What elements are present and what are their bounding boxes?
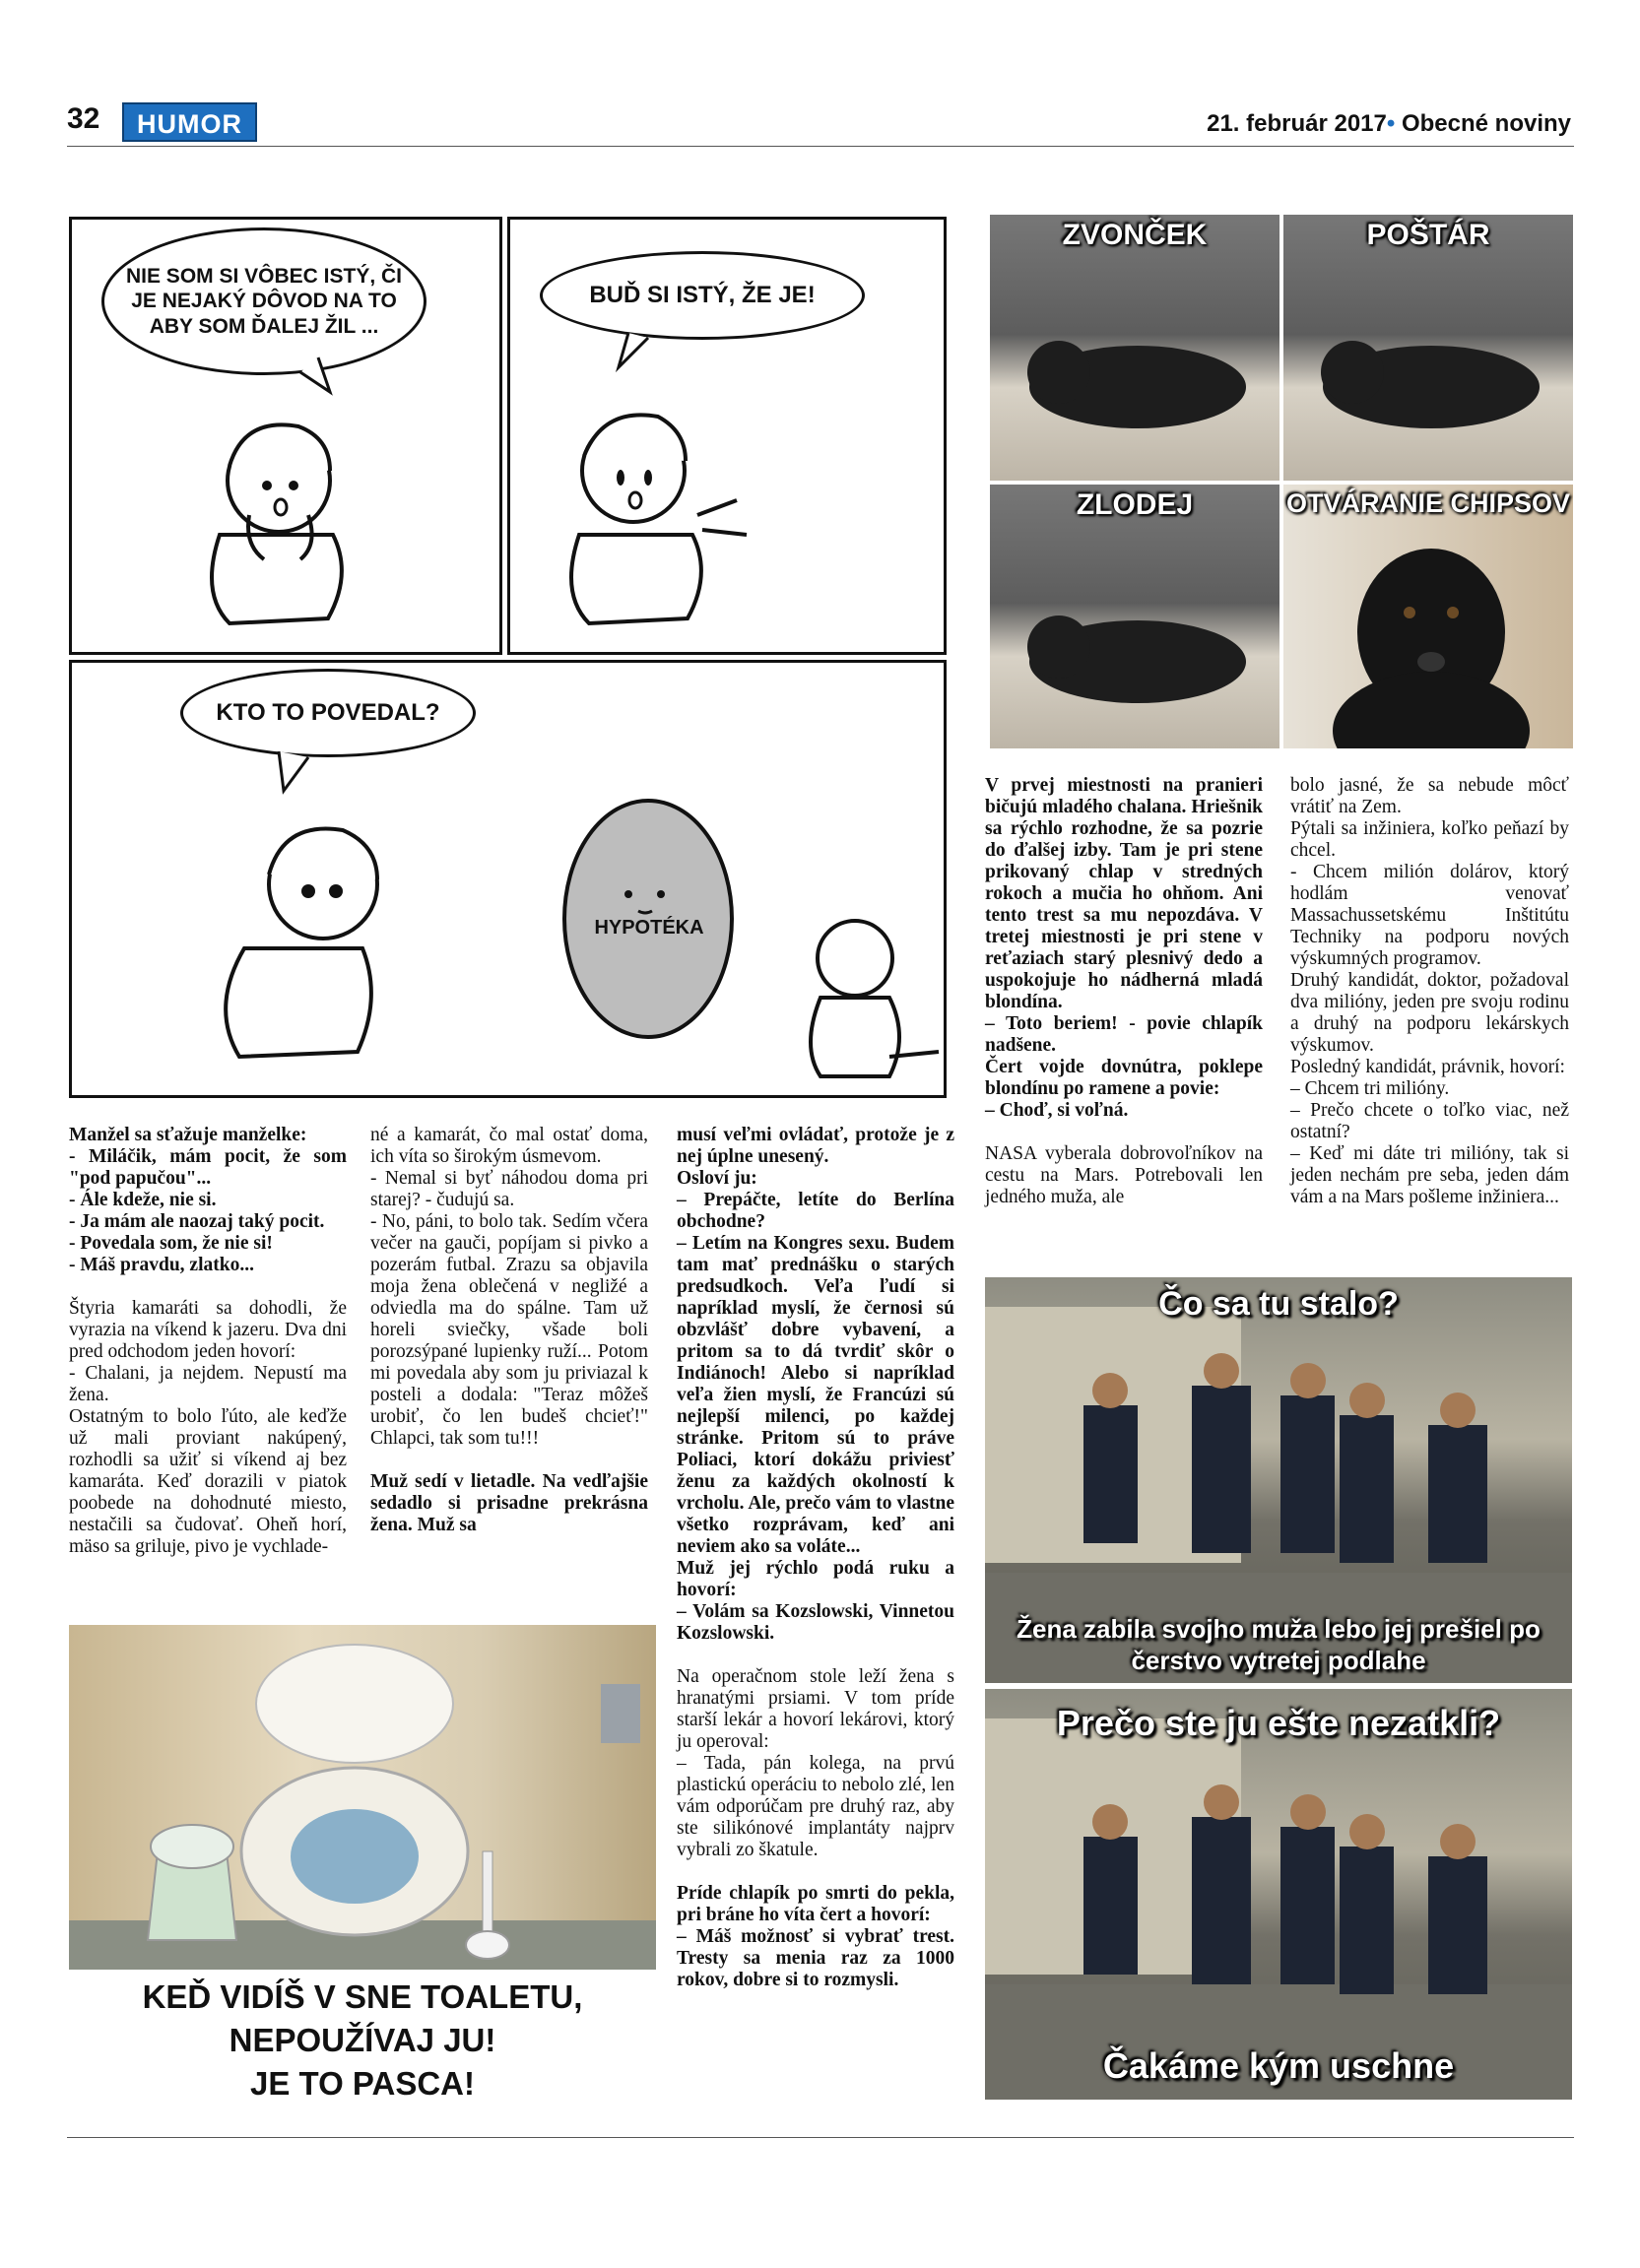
reassuring-character-illustration bbox=[510, 220, 947, 655]
paragraph: Pýtali sa inžiniera, koľko peňazí by chcel. bbox=[1290, 818, 1569, 861]
text-column-5 bbox=[1290, 775, 1569, 1208]
comic-strip bbox=[67, 215, 949, 1101]
paragraph: Manžel sa sťažuje manželke: bbox=[69, 1125, 307, 1145]
paragraph: – Letím na Kongres sexu. Budem tam mať prednášku o starých predsudkoch. Veľa ľudí si napríklad myslí, že černosi sú obzvlášť dobre vybavení, a pritom sa to dá tvrdiť skôr o Indiánoch! Alebo si napríklad veľa žien myslí, že Francúzi sú nejlepší milenci, po každej stránke. Pritom sú to práve Poliaci, ktorí dokážu priviesť ženu za každých okolností k vrcholu. Ale, prečo vám to vlastne všetko rozprávam, keď ani neviem ako sa voláte... bbox=[677, 1233, 954, 1557]
paragraph: - Nemal si byť náhodou doma pri starej? - čudujú sa. bbox=[370, 1168, 648, 1210]
paragraph: – Chcem tri milióny. bbox=[1290, 1078, 1450, 1099]
police-caption-bottom: Čakáme kým uschne bbox=[1102, 2045, 1455, 2086]
paragraph: - Ja mám ale naozaj taký pocit. bbox=[69, 1211, 325, 1232]
paragraph: V prvej miestnosti na pranieri bičujú mladého chalana. Hriešnik sa rýchlo rozhodne, že sa pozrie do ďalšej izby. Tam je pri stene prikovaný chlap v stredných rokoch a mučia ho ohňom. Ani tento trest sa mu nepozdáva. V tretej miestnosti je pri stene v reťaziach starý plesnivý dedo a uspokojuje ho nádherná mladá blondína. bbox=[985, 775, 1263, 1012]
police-caption-top: Čo sa tu stalo? bbox=[1158, 1285, 1399, 1323]
police-caption-mid-1: Žena zabila svojho muža lebo jej prešiel po bbox=[1017, 1614, 1541, 1644]
paragraph: NASA vyberala dobrovoľníkov na cestu na Mars. Potrebovali len jedného muža, ale bbox=[985, 1143, 1263, 1207]
paragraph: – Prepáčte, letíte do Berlína obchodne? bbox=[677, 1190, 954, 1232]
sleeping-dog-icon bbox=[1283, 215, 1573, 481]
paragraph: Štyria kamaráti sa dohodli, že vyrazia na víkend k jazeru. Dva dni pred odchodom jeden hovorí: bbox=[69, 1298, 347, 1362]
paragraph: Muž jej rýchlo podá ruku a hovorí: bbox=[677, 1558, 954, 1600]
toilet-caption bbox=[69, 1970, 656, 2106]
dog-photo-mailman bbox=[1283, 215, 1573, 481]
paragraph: - Chalani, ja nejdem. Nepustí ma žena. bbox=[69, 1363, 347, 1405]
header-dateline bbox=[1207, 110, 1571, 138]
footer-rule bbox=[67, 2137, 1574, 2138]
toilet-caption-line-1: KEĎ VIDÍŠ V SNE TOALETU, bbox=[142, 1978, 583, 2015]
speech-bubble-2: BUĎ SI ISTÝ, ŽE JE! bbox=[540, 251, 865, 340]
sad-character-illustration bbox=[72, 220, 502, 655]
paragraph: bolo jasné, že sa nebude môcť vrátiť na Zem. bbox=[1290, 775, 1569, 817]
paragraph bbox=[677, 1861, 954, 1883]
paragraph: – Máš možnosť si vybrať trest. Tresty sa menia raz za 1000 rokov, dobre si to rozmysli. bbox=[677, 1926, 954, 1990]
paragraph: Muž sedí v lietadle. Na vedľajšie sedadlo si prisadne prekrásna žena. Muž sa bbox=[370, 1471, 648, 1535]
paragraph: né a kamarát, čo mal ostať doma, ich víta so širokým úsmevom. bbox=[370, 1125, 648, 1167]
comic-panel-3 bbox=[69, 660, 947, 1098]
police-photo-bottom bbox=[985, 1689, 1572, 2100]
paragraph: Príde chlapík po smrti do pekla, pri bráne ho víta čert a hovorí: bbox=[677, 1883, 954, 1925]
speech-bubble-3: KTO TO POVEDAL? bbox=[180, 669, 476, 757]
text-column-4 bbox=[985, 775, 1263, 1208]
toilet-caption-line-3: JE TO PASCA! bbox=[250, 2065, 475, 2102]
police-photo-top bbox=[985, 1277, 1572, 1683]
toilet-photo bbox=[69, 1625, 656, 1970]
mortgage-label: HYPOTÉKA bbox=[594, 917, 704, 939]
toilet-meme bbox=[69, 1625, 656, 2117]
alert-dog-icon bbox=[1283, 485, 1573, 748]
paragraph: - Máš pravdu, zlatko... bbox=[69, 1255, 254, 1275]
paragraph bbox=[677, 1645, 954, 1666]
paragraph bbox=[69, 1276, 347, 1298]
issue-date: 21. február 2017 bbox=[1207, 110, 1387, 137]
paragraph: Posledný kandidát, právnik, hovorí: bbox=[1290, 1057, 1565, 1077]
paragraph: - Miláčik, mám pocit, že som "pod papučou"... bbox=[69, 1146, 347, 1189]
police-caption-mid-2: čerstvo vytretej podlahe bbox=[1131, 1646, 1426, 1675]
paragraph: - Ále kdeže, nie si. bbox=[69, 1190, 217, 1210]
police-meme bbox=[985, 1277, 1572, 2100]
text-column-3 bbox=[677, 1125, 954, 1991]
sleeping-dog-icon bbox=[990, 485, 1279, 748]
dog-photo-chips bbox=[1283, 485, 1573, 748]
text-column-1 bbox=[69, 1125, 347, 1558]
paragraph: Čert vojde dovnútra, poklepe blondínu po ramene a povie: bbox=[985, 1057, 1263, 1099]
page-number: 32 bbox=[67, 102, 100, 135]
paragraph: – Prečo chcete o toľko viac, než ostatní? bbox=[1290, 1100, 1569, 1142]
paragraph: musí veľmi ovládať, protože je z nej úplne unesený. bbox=[677, 1125, 954, 1167]
dog-label-3: ZLODEJ bbox=[1076, 488, 1194, 521]
paragraph: Na operačnom stole leží žena s hranatými prsiami. V tom príde starší lekár a hovorí lekárovi, ktorý ju operoval: bbox=[677, 1666, 954, 1752]
paragraph: Druhý kandidát, doktor, požadoval dva milióny, jeden pre svoju rodinu a druhý na podporu lekárskych výskumov. bbox=[1290, 970, 1569, 1056]
paragraph: – Choď, si voľná. bbox=[985, 1100, 1129, 1121]
header-rule bbox=[67, 146, 1574, 147]
dog-label-2: POŠTÁR bbox=[1366, 219, 1490, 251]
dog-label-4: OTVÁRANIE CHIPSOV bbox=[1285, 488, 1571, 518]
police-officers-icon bbox=[985, 1689, 1572, 2100]
paragraph: Ostatným to bolo ľúto, ale keďže už mali proviant nakúpený, rozhodli sa užiť si víkend aj bez kamaráta. Keď dorazili v piatok poobede na dohodnuté miesto, nestačili sa čudovať. Oheň horí, mäso sa griluje, pivo je vychlade- bbox=[69, 1406, 347, 1557]
comic-panel-2 bbox=[507, 217, 947, 655]
paragraph: – Toto beriem! - povie chlapík nadšene. bbox=[985, 1013, 1263, 1056]
sleeping-dog-icon bbox=[990, 215, 1279, 481]
toilet-icon bbox=[69, 1625, 656, 1970]
dog-photo-doorbell bbox=[990, 215, 1279, 481]
paragraph: – Tada, pán kolega, na prvú plastickú operáciu to nebolo zlé, len vám odporúčam pre druhý raz, aby ste silikónové implantáty najprv vybrali zo škatule. bbox=[677, 1753, 954, 1860]
paragraph: – Volám sa Kozslowski, Vinnetou Kozslowski. bbox=[677, 1601, 954, 1644]
mortgage-scene-illustration bbox=[72, 663, 947, 1098]
police-caption-second: Prečo ste ju ešte nezatkli? bbox=[1056, 1703, 1501, 1743]
paragraph bbox=[985, 1122, 1263, 1143]
dog-label-1: ZVONČEK bbox=[1062, 219, 1208, 251]
comic-panel-1 bbox=[69, 217, 502, 655]
toilet-caption-line-2: NEPOUŽÍVAJ JU! bbox=[229, 2022, 496, 2058]
paragraph: - Chcem milión dolárov, ktorý hodlám venovať Massachussetskému Inštitútu Techniky na podporu nových výskumných programov. bbox=[1290, 862, 1569, 969]
paragraph: – Keď mi dáte tri milióny, tak si jeden nechám pre seba, jeden dám vám a na Mars pošleme inžiniera... bbox=[1290, 1143, 1569, 1207]
separator-dot: • bbox=[1386, 110, 1396, 137]
text-column-2 bbox=[370, 1125, 648, 1536]
paragraph bbox=[370, 1450, 648, 1471]
section-label: HUMOR bbox=[122, 102, 257, 142]
speech-bubble-1: NIE SOM SI VÔBEC ISTÝ, ČI JE NEJAKÝ DÔVOD NA TO ABY SOM ĎALEJ ŽIL ... bbox=[101, 227, 426, 375]
paragraph: Osloví ju: bbox=[677, 1168, 757, 1189]
paragraph: - No, páni, to bolo tak. Sedím včera večer na gauči, popíjam si pivko a pozerám futbal. Zrazu sa objavila moja žena oblečená v negližé a odviedla ma do spálne. Tam už horeli sviečky, všade boli porozsýpané lupienky ruží... Potom mi povedala aby som ju priviazal k posteli a dodala: "Teraz môžeš urobiť, čo len budeš chcieť!" Chlapci, tak som tu!!! bbox=[370, 1211, 648, 1449]
dog-photo-thief bbox=[990, 485, 1279, 748]
dog-meme bbox=[990, 215, 1573, 748]
paragraph: - Povedala som, že nie si! bbox=[69, 1233, 273, 1254]
publication-name: Obecné noviny bbox=[1401, 110, 1571, 137]
